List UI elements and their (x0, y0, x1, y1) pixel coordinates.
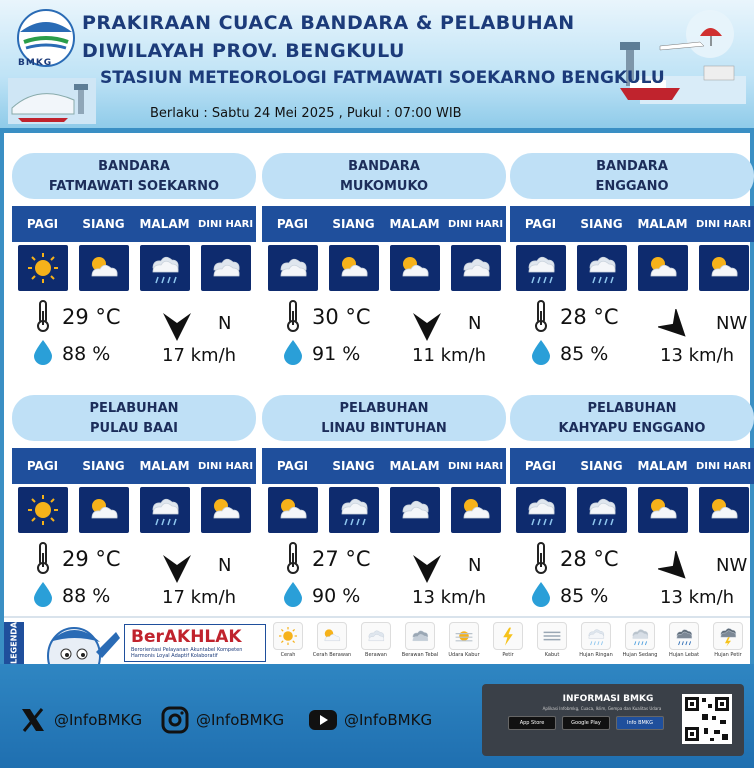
weather-cell (79, 245, 129, 291)
thermometer-icon (34, 299, 52, 333)
light-rain-icon (145, 492, 185, 528)
location-name: MUKOMUKO (339, 179, 429, 194)
info-bmkg-badge[interactable]: Info BMKG (616, 716, 664, 730)
cloudy-icon (273, 250, 313, 286)
period-label: MALAM (139, 216, 190, 231)
legend-icon-box (317, 622, 347, 650)
validity-text: Berlaku : Sabtu 24 Mei 2025 , Pukul : 07:00 WIB (150, 106, 462, 121)
humidity-drop-icon (530, 339, 552, 365)
legend-item (706, 622, 750, 662)
weather-cell (18, 487, 68, 533)
period-label: DINI HARI (197, 460, 254, 472)
moderate-rain-icon (628, 625, 652, 647)
partly-cloudy-icon (334, 250, 374, 286)
legend-item (618, 622, 662, 662)
partly-cloudy-icon (273, 492, 313, 528)
location-name: ENGGANO (595, 179, 669, 194)
legend-icon-box (669, 622, 699, 650)
berakhlak-subtitle: Berorientasi Pelayanan Akuntabel Kompeten Harmonis Loyal Adaptif Kolaboratif (131, 647, 243, 659)
legend-icon-box (405, 622, 435, 650)
legend-icon-box (713, 622, 743, 650)
legend-icon-box (537, 622, 567, 650)
weather-cell (577, 245, 627, 291)
partly-cloudy-icon (206, 492, 246, 528)
legend-item (354, 622, 398, 662)
period-header (262, 448, 506, 484)
logo-text: BMKG (18, 58, 53, 68)
period-label: SIANG (580, 216, 623, 231)
sunny-icon (23, 492, 63, 528)
partly-cloudy-icon (456, 492, 496, 528)
cloudy-icon (456, 250, 496, 286)
thermometer-icon (284, 541, 302, 575)
youtube-link[interactable] (308, 706, 432, 734)
humidity-drop-icon (282, 581, 304, 607)
location-title (510, 395, 754, 441)
weather-cell (699, 487, 749, 533)
legend-item (266, 622, 310, 662)
humidity-value: 91 % (312, 343, 361, 365)
weather-cell (451, 487, 501, 533)
wind-speed: 13 km/h (412, 587, 487, 608)
overcast-icon (408, 625, 432, 647)
title-line2: DIWILAYAH PROV. BENGKULU (82, 40, 405, 62)
temperature-value: 29 °C (62, 547, 121, 571)
period-header (510, 448, 754, 484)
instagram-link[interactable] (160, 706, 284, 734)
partly-cloudy-icon (84, 492, 124, 528)
wind-speed: 13 km/h (660, 587, 735, 608)
transport-illustration-icon (600, 6, 750, 110)
weather-cell (329, 245, 379, 291)
humidity-value: 85 % (560, 343, 609, 365)
wind-speed: 11 km/h (412, 345, 487, 366)
wind-direction-arrow-icon (410, 309, 444, 343)
location-name: KAHYAPU ENGGANO (558, 421, 706, 436)
humidity-value: 88 % (62, 343, 111, 365)
humidity-drop-icon (32, 339, 54, 365)
legend-icon-box (273, 622, 303, 650)
thermometer-icon (34, 541, 52, 575)
period-header (12, 448, 256, 484)
period-label: DINI HARI (695, 218, 752, 230)
wind-direction-arrow-icon (160, 551, 194, 585)
period-header (12, 206, 256, 242)
sunny-icon (23, 250, 63, 286)
light-rain-icon (334, 492, 374, 528)
location-card (262, 153, 506, 366)
location-name: PULAU BAAI (90, 421, 178, 436)
haze-icon (452, 625, 476, 647)
location-type: BANDARA (98, 159, 170, 174)
partly-cloudy-icon (395, 250, 435, 286)
light-rain-icon (582, 492, 622, 528)
period-label: MALAM (637, 458, 688, 473)
weather-cell (140, 487, 190, 533)
heavy-rain-icon (672, 625, 696, 647)
legend-label: Hujan Petir (714, 652, 742, 658)
period-label: MALAM (389, 216, 440, 231)
fog-icon (540, 625, 564, 647)
qr-code-icon (682, 694, 732, 744)
location-title (262, 153, 506, 199)
partly-cloudy-icon (704, 492, 744, 528)
period-label: SIANG (332, 216, 375, 231)
period-label: DINI HARI (197, 218, 254, 230)
period-label: SIANG (82, 458, 125, 473)
legend-label: Cerah (280, 652, 296, 658)
weather-cell (638, 245, 688, 291)
period-label: PAGI (276, 458, 309, 473)
weather-cell (79, 487, 129, 533)
location-name: LINAU BINTUHAN (321, 421, 447, 436)
period-label: PAGI (26, 458, 59, 473)
forecast-panel (4, 133, 750, 616)
weather-cell (201, 487, 251, 533)
temperature-value: 28 °C (560, 547, 619, 571)
weather-cell (451, 245, 501, 291)
period-header (510, 206, 754, 242)
legend-label: Hujan Ringan (579, 652, 613, 658)
app-store-badge[interactable]: App Store (508, 716, 556, 730)
weather-icons-row (262, 487, 506, 533)
period-label: DINI HARI (447, 218, 504, 230)
location-type: BANDARA (596, 159, 668, 174)
period-label: PAGI (276, 216, 309, 231)
lightning-icon (496, 625, 520, 647)
weather-cell (329, 487, 379, 533)
berakhlak-banner (124, 624, 266, 662)
location-title (12, 395, 256, 441)
humidity-value: 88 % (62, 585, 111, 607)
light-rain-icon (521, 492, 561, 528)
wind-speed: 13 km/h (660, 345, 735, 366)
weather-cell (577, 487, 627, 533)
period-label: PAGI (524, 458, 557, 473)
period-label: MALAM (637, 216, 688, 231)
partly-cloudy-icon (643, 250, 683, 286)
youtube-handle: @InfoBMKG (344, 711, 433, 729)
legend-icon-box (581, 622, 611, 650)
location-title (262, 395, 506, 441)
weather-cell (268, 245, 318, 291)
station-name: STASIUN METEOROLOGI FATMAWATI SOEKARNO BENGKULU (100, 68, 665, 88)
legend-item (530, 622, 574, 662)
legend-item (662, 622, 706, 662)
weather-cell (390, 245, 440, 291)
light-rain-icon (582, 250, 622, 286)
location-name: FATMAWATI SOEKARNO (48, 179, 220, 194)
wind-speed: 17 km/h (162, 587, 237, 608)
cloudy-icon (395, 492, 435, 528)
weather-icons-row (12, 487, 256, 533)
wind-direction: NW (716, 555, 748, 576)
location-type: PELABUHAN (339, 401, 429, 416)
legend-label: Udara Kabur (448, 652, 480, 658)
weather-cell (268, 487, 318, 533)
partly-cloudy-icon (84, 250, 124, 286)
weather-cell (390, 487, 440, 533)
weather-cell (140, 245, 190, 291)
location-title (510, 153, 754, 199)
weather-cell (699, 245, 749, 291)
humidity-drop-icon (282, 339, 304, 365)
instagram-icon (160, 706, 190, 734)
partly-cloudy-icon (704, 250, 744, 286)
legend-label: Cerah Berawan (312, 652, 352, 658)
temperature-value: 27 °C (312, 547, 371, 571)
legend-icon-box (361, 622, 391, 650)
weather-icons-row (262, 245, 506, 291)
location-title (12, 153, 256, 199)
info-subtitle: Aplikasi Infobmkg, Cuaca, Iklim, Gempa dan Kualitas Udara (542, 706, 662, 711)
period-label: SIANG (580, 458, 623, 473)
temperature-value: 29 °C (62, 305, 121, 329)
twitter-handle: @InfoBMKG (54, 711, 143, 729)
humidity-drop-icon (530, 581, 552, 607)
legend-label: Petir (502, 652, 514, 658)
header-banner (0, 0, 754, 128)
thermometer-icon (532, 541, 550, 575)
weather-icons-row (510, 487, 754, 533)
location-card (12, 153, 256, 366)
legend-label: Berawan Tebal (401, 652, 439, 658)
location-type: PELABUHAN (587, 401, 677, 416)
airport-illustration-icon (8, 78, 96, 124)
location-card (510, 395, 754, 608)
period-label: DINI HARI (447, 460, 504, 472)
legend-label: Kabut (544, 652, 560, 658)
period-label: MALAM (139, 458, 190, 473)
location-card (510, 153, 754, 366)
cloudy-icon (364, 625, 388, 647)
weather-icons-row (12, 245, 256, 291)
legend-tag: LEGENDA (4, 622, 24, 664)
wind-direction-arrow-icon (658, 551, 692, 585)
weather-cell (516, 245, 566, 291)
wind-direction: NW (716, 313, 748, 334)
youtube-icon (308, 706, 338, 734)
legend-label: Berawan (365, 652, 387, 658)
legend-icon-box (625, 622, 655, 650)
sunny-icon (276, 625, 300, 647)
weather-cell (201, 245, 251, 291)
partly-cloudy-icon (643, 492, 683, 528)
instagram-handle: @InfoBMKG (196, 711, 285, 729)
period-label: PAGI (524, 216, 557, 231)
period-label: DINI HARI (695, 460, 752, 472)
google-play-badge[interactable]: Google Play (562, 716, 610, 730)
wind-direction-arrow-icon (160, 309, 194, 343)
twitter-link[interactable] (18, 706, 142, 734)
period-label: SIANG (82, 216, 125, 231)
partly-cloudy-icon (320, 625, 344, 647)
location-type: PELABUHAN (89, 401, 179, 416)
berakhlak-title: BerAKHLAK (131, 627, 242, 647)
weather-cell (516, 487, 566, 533)
legend-item (574, 622, 618, 662)
temperature-value: 28 °C (560, 305, 619, 329)
light-rain-icon (145, 250, 185, 286)
legend-items (266, 622, 750, 662)
weather-icons-row (510, 245, 754, 291)
location-card (12, 395, 256, 608)
legend-item (398, 622, 442, 662)
wind-direction: N (218, 555, 232, 576)
light-rain-icon (521, 250, 561, 286)
wind-direction-arrow-icon (410, 551, 444, 585)
humidity-value: 85 % (560, 585, 609, 607)
legend-item (310, 622, 354, 662)
cloudy-icon (206, 250, 246, 286)
wind-speed: 17 km/h (162, 345, 237, 366)
period-label: MALAM (389, 458, 440, 473)
info-bmkg-app-box[interactable] (482, 684, 744, 756)
humidity-value: 90 % (312, 585, 361, 607)
thermometer-icon (284, 299, 302, 333)
title-line1: PRAKIRAAN CUACA BANDARA & PELABUHAN (82, 12, 575, 34)
period-header (262, 206, 506, 242)
legend-label: Hujan Sedang (622, 652, 658, 658)
location-card (262, 395, 506, 608)
humidity-drop-icon (32, 581, 54, 607)
weather-cell (638, 487, 688, 533)
temperature-value: 30 °C (312, 305, 371, 329)
legend-icon-box (449, 622, 479, 650)
location-type: BANDARA (348, 159, 420, 174)
period-label: PAGI (26, 216, 59, 231)
wind-direction: N (218, 313, 232, 334)
legend-item (486, 622, 530, 662)
thunderstorm-icon (716, 625, 740, 647)
info-title: INFORMASI BMKG (562, 694, 654, 704)
wind-direction-arrow-icon (658, 309, 692, 343)
light-rain-icon (584, 625, 608, 647)
wind-direction: N (468, 313, 482, 334)
legend-icon-box (493, 622, 523, 650)
x-twitter-icon (18, 706, 48, 734)
wind-direction: N (468, 555, 482, 576)
thermometer-icon (532, 299, 550, 333)
legend-label: Hujan Lebat (668, 652, 700, 658)
weather-cell (18, 245, 68, 291)
legend-item (442, 622, 486, 662)
period-label: SIANG (332, 458, 375, 473)
